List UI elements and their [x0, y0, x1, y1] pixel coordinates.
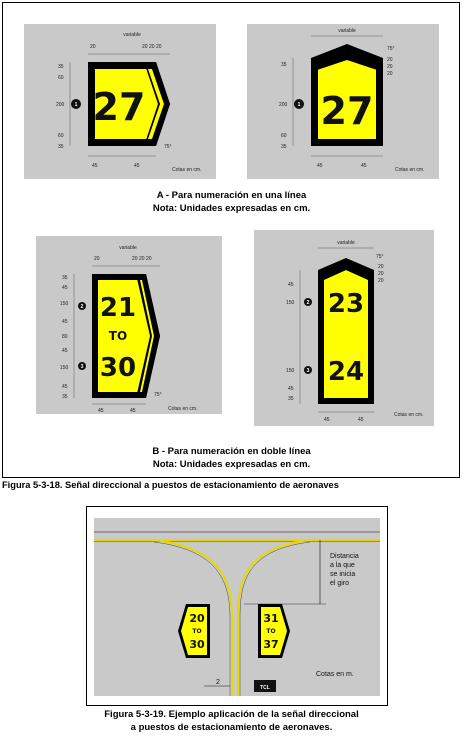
svg-text:35: 35: [62, 394, 68, 400]
sign-number: 27: [320, 89, 374, 133]
svg-text:Cotas en cm.: Cotas en cm.: [168, 406, 198, 412]
distance-note-4: el giro: [330, 580, 350, 587]
svg-text:45: 45: [358, 417, 364, 423]
svg-text:75°: 75°: [154, 392, 162, 398]
svg-text:35: 35: [281, 62, 287, 68]
dimension-2: 2: [216, 679, 220, 686]
svg-text:150: 150: [286, 368, 295, 374]
svg-text:60: 60: [281, 133, 287, 139]
svg-text:20: 20: [378, 264, 384, 270]
units-label: Cotas en m.: [316, 671, 354, 678]
svg-text:45: 45: [317, 163, 323, 169]
svg-text:2: 2: [80, 304, 84, 310]
svg-text:20: 20: [156, 44, 162, 50]
svg-text:45: 45: [324, 417, 330, 423]
svg-text:3: 3: [80, 364, 84, 370]
svg-text:45: 45: [361, 163, 367, 169]
svg-text:20: 20: [378, 278, 384, 284]
svg-text:20: 20: [378, 271, 384, 277]
svg-text:35: 35: [58, 144, 64, 150]
caption-b-note: Nota: Unidades expresadas en cm.: [152, 459, 311, 470]
svg-text:1: 1: [297, 102, 301, 108]
svg-text:45: 45: [288, 386, 294, 392]
caption-b-title: B - Para numeración en doble línea: [152, 446, 311, 457]
svg-text:1: 1: [74, 102, 78, 108]
svg-text:3: 3: [306, 368, 310, 374]
svg-text:20: 20: [387, 57, 393, 63]
sign-line-2: 24: [327, 357, 365, 387]
svg-text:variable: variable: [119, 245, 137, 251]
figure-5-3-18-title: Figura 5-3-18. Señal direccional a puestos de estacionamiento de aeronaves: [2, 480, 339, 490]
tcl-label: TCL: [260, 685, 270, 691]
svg-text:45: 45: [288, 282, 294, 288]
svg-text:75°: 75°: [376, 254, 384, 260]
svg-text:20: 20: [387, 71, 393, 77]
panel-b-left: [36, 236, 222, 414]
svg-text:150: 150: [60, 301, 69, 307]
svg-text:20: 20: [132, 256, 138, 262]
svg-text:35: 35: [58, 64, 64, 70]
distance-note-2: a la que: [330, 562, 355, 569]
svg-text:200: 200: [56, 102, 65, 108]
taxiway-example-panel: [94, 518, 380, 696]
svg-text:20: 20: [90, 44, 96, 50]
sign-a-right-drawing: [247, 24, 439, 179]
sign-line-1: 21: [99, 293, 137, 323]
svg-text:TO: TO: [192, 628, 202, 635]
svg-text:35: 35: [281, 144, 287, 150]
svg-text:Cotas en cm.: Cotas en cm.: [394, 412, 424, 418]
sign-line-3: 30: [99, 353, 137, 383]
panel-b-right: [254, 230, 434, 426]
svg-text:45: 45: [130, 408, 136, 414]
svg-text:45: 45: [62, 348, 68, 354]
svg-text:2: 2: [306, 300, 310, 306]
svg-text:31: 31: [263, 612, 279, 625]
svg-text:45: 45: [62, 384, 68, 390]
figure-5-3-19-title-2: a puestos de estacionamiento de aeronaves.: [130, 722, 333, 733]
svg-text:20: 20: [139, 256, 145, 262]
svg-text:45: 45: [134, 163, 140, 169]
svg-text:150: 150: [60, 365, 69, 371]
svg-text:variable: variable: [338, 28, 356, 34]
svg-text:20: 20: [94, 256, 100, 262]
sign-a-left-drawing: [24, 24, 216, 179]
distance-note-3: se inicia: [330, 571, 356, 578]
svg-text:37: 37: [263, 638, 279, 651]
sign-b-right-drawing: [254, 230, 434, 426]
svg-text:45: 45: [62, 319, 68, 325]
sign-number: 27: [92, 85, 146, 129]
distance-note-1: Distancia: [330, 553, 359, 560]
svg-text:TO: TO: [266, 628, 276, 635]
caption-a-note: Nota: Unidades expresadas en cm.: [152, 203, 311, 214]
svg-text:75°: 75°: [164, 144, 172, 150]
svg-text:variable: variable: [337, 240, 355, 246]
svg-text:20: 20: [387, 64, 393, 70]
svg-text:200: 200: [279, 102, 288, 108]
svg-text:Cotas en cm.: Cotas en cm.: [172, 167, 202, 173]
panel-a-left: [24, 24, 216, 179]
svg-text:20: 20: [142, 44, 148, 50]
svg-text:20: 20: [189, 612, 205, 625]
svg-text:45: 45: [98, 408, 104, 414]
figure-5-3-19-title-1: Figura 5-3-19. Ejemplo aplicación de la señal direccional: [104, 709, 359, 720]
svg-text:30: 30: [189, 638, 205, 651]
top-label: variable: [123, 32, 141, 38]
svg-text:35: 35: [288, 396, 294, 402]
svg-text:75°: 75°: [387, 46, 395, 52]
sign-line-1: 23: [327, 289, 365, 319]
sign-line-2: TO: [108, 329, 128, 343]
svg-text:45: 45: [62, 285, 68, 291]
svg-text:45: 45: [92, 163, 98, 169]
taxiway-drawing: [94, 518, 380, 696]
svg-text:150: 150: [286, 300, 295, 306]
svg-text:60: 60: [58, 75, 64, 81]
svg-text:80: 80: [62, 334, 68, 340]
svg-text:20: 20: [149, 44, 155, 50]
sign-b-left-drawing: [36, 236, 222, 414]
caption-a-title: A - Para numeración en una línea: [156, 190, 307, 201]
svg-text:Cotas en cm.: Cotas en cm.: [395, 167, 425, 173]
svg-text:60: 60: [58, 133, 64, 139]
svg-text:35: 35: [62, 275, 68, 281]
panel-a-right: [247, 24, 439, 179]
svg-text:20: 20: [146, 256, 152, 262]
